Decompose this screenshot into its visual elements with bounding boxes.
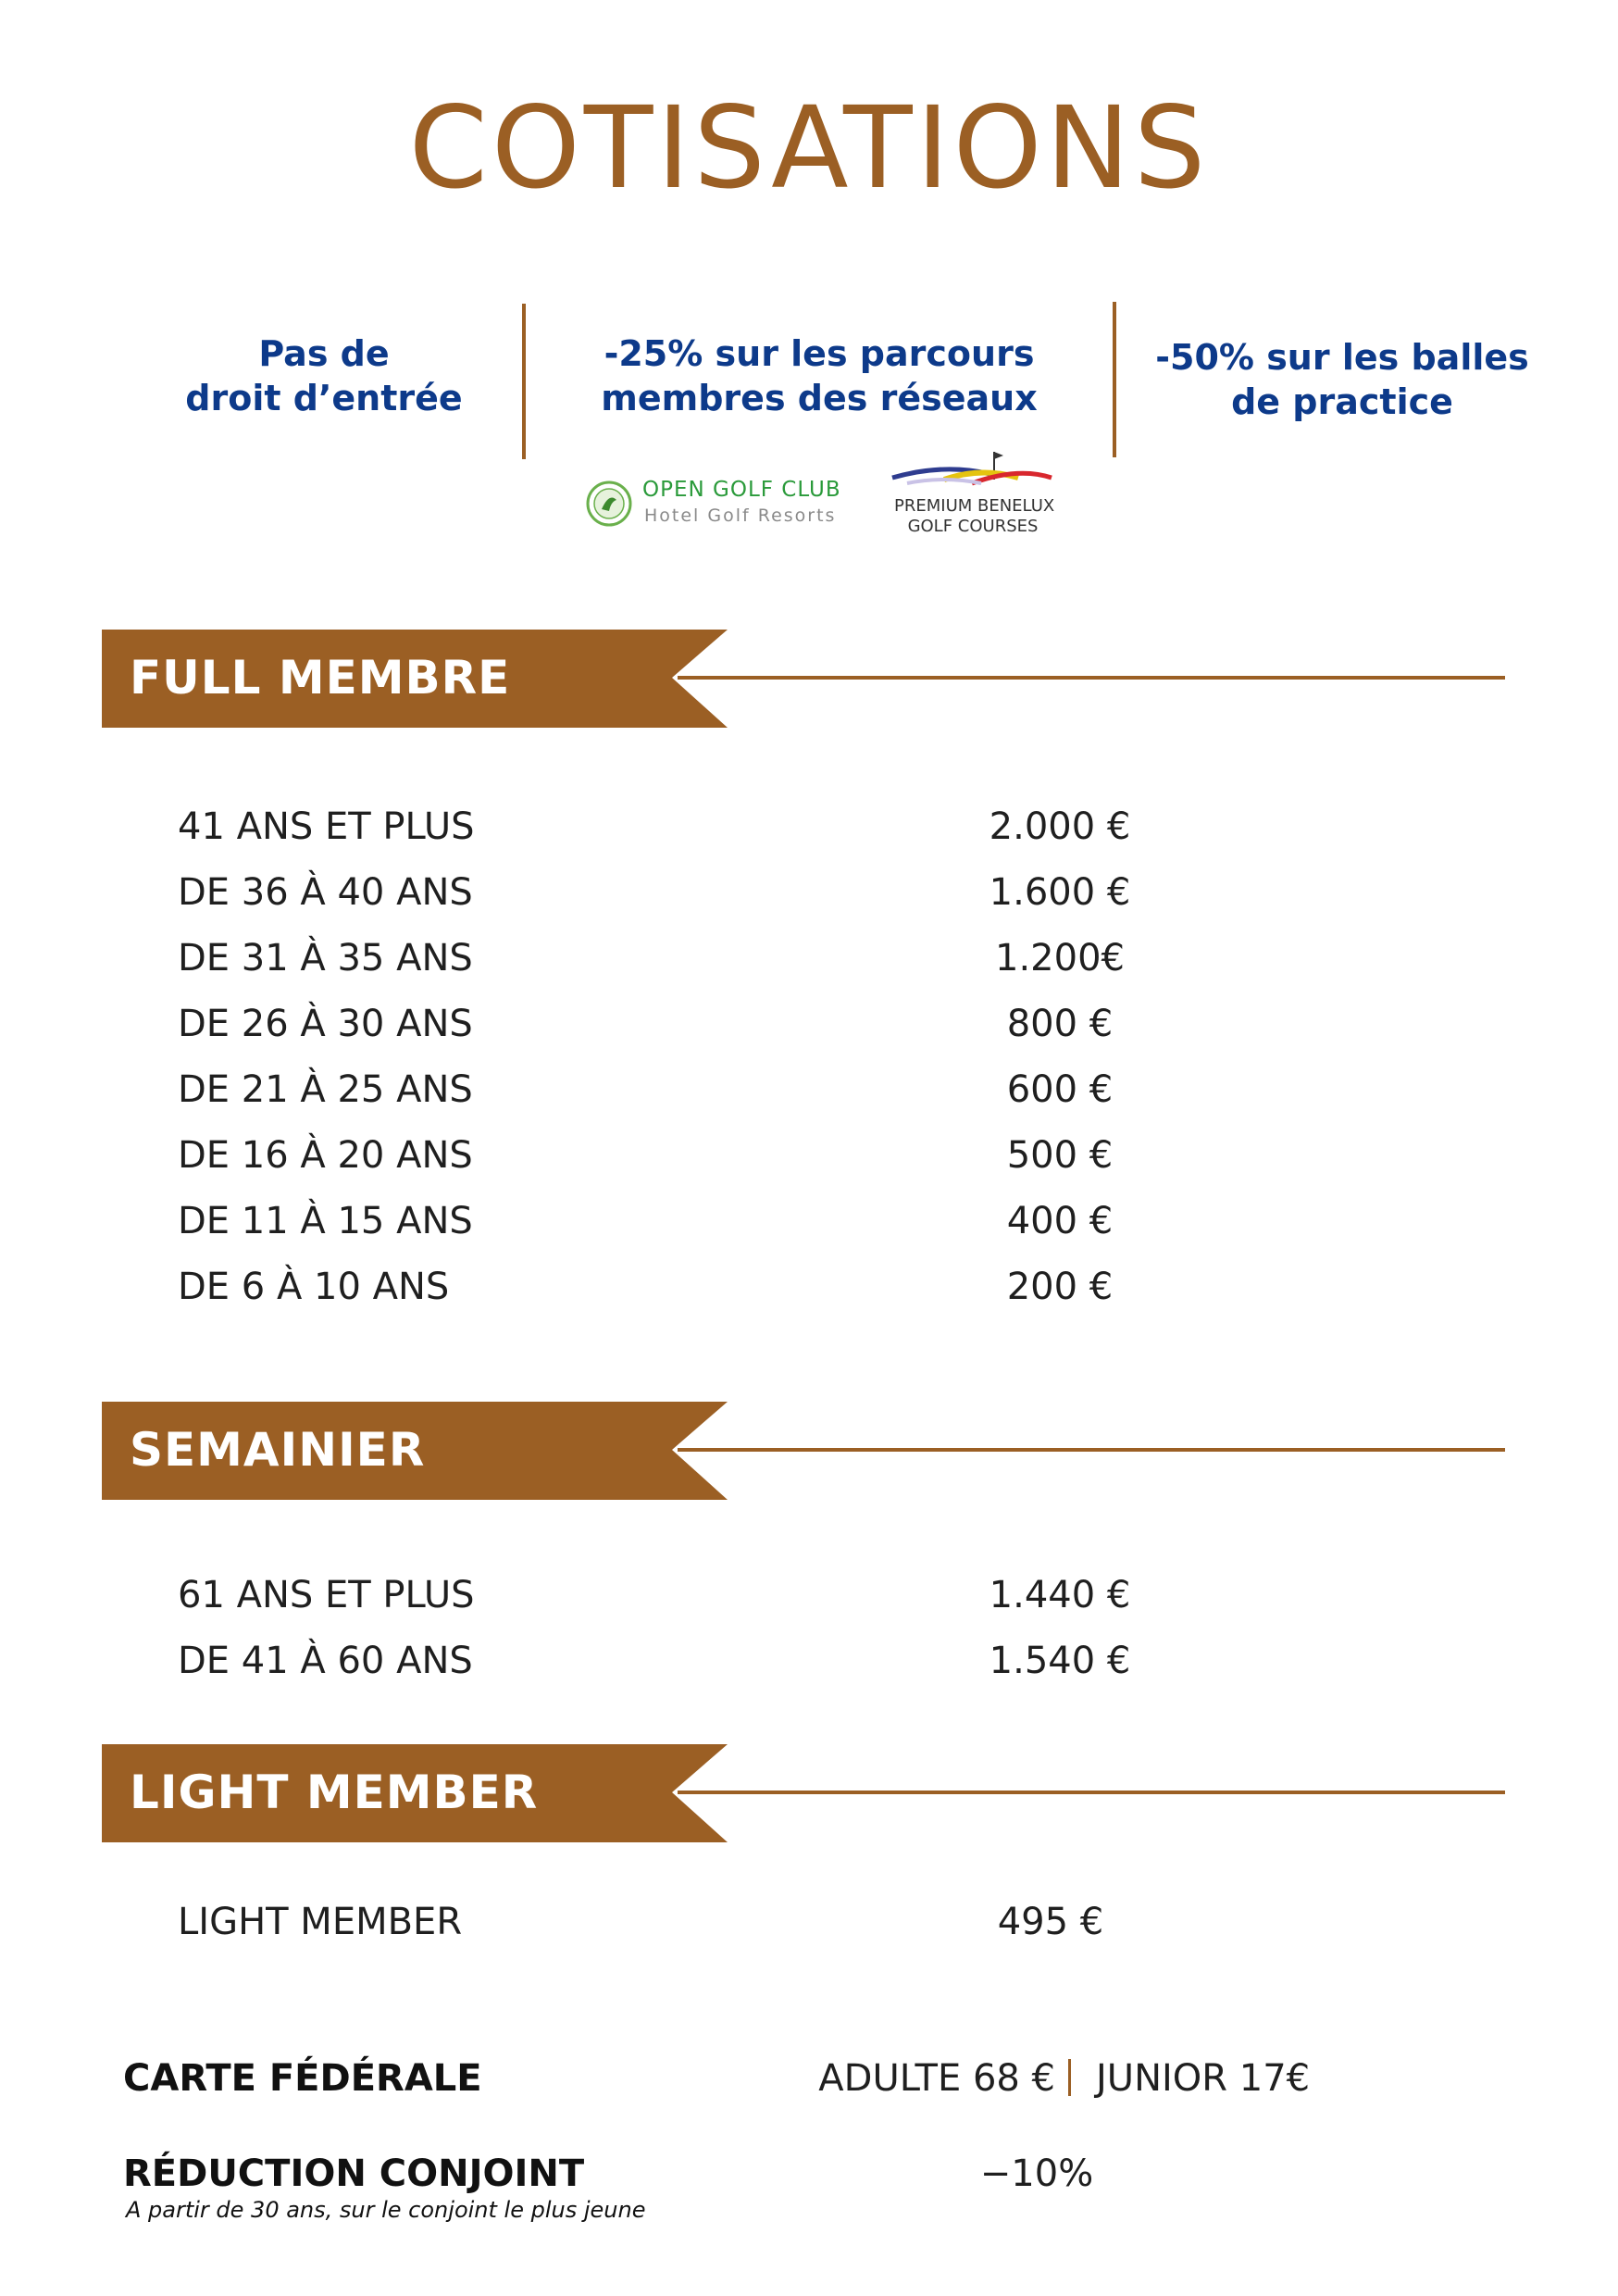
row-label: DE 26 À 30 ANS <box>178 1003 473 1045</box>
logo-title: OPEN GOLF CLUB <box>642 478 841 502</box>
row-label: DE 6 À 10 ANS <box>178 1266 450 1308</box>
row-price: 1.600 € <box>989 871 1131 914</box>
row-label: DE 41 À 60 ANS <box>178 1640 473 1682</box>
benefit-line: de practice <box>1231 381 1453 422</box>
benefit-line: Pas de <box>258 333 390 374</box>
section-title-full-membre: FULL MEMBRE <box>130 651 511 705</box>
divider <box>1068 2059 1071 2096</box>
divider <box>1113 302 1116 457</box>
benefit-line: droit d’entrée <box>185 378 463 418</box>
benefit-no-entry-fee <box>139 331 509 420</box>
row-price: 200 € <box>1006 1266 1114 1308</box>
reduction-note: A partir de 30 ans, sur le conjoint le plus jeune <box>126 2197 646 2223</box>
carte-federale-label: CARTE FÉDÉRALE <box>123 2057 482 2100</box>
row-label: DE 21 À 25 ANS <box>178 1068 473 1111</box>
row-price: 600 € <box>1006 1068 1114 1111</box>
row-label: DE 11 À 15 ANS <box>178 1200 473 1242</box>
row-label: 41 ANS ET PLUS <box>178 805 475 848</box>
flag-swoosh-icon <box>889 446 1055 493</box>
benefit-network-discount <box>546 331 1092 420</box>
row-price: 1.440 € <box>989 1574 1131 1616</box>
row-price: 2.000 € <box>989 805 1131 848</box>
reduction-conjoint-label: RÉDUCTION CONJOINT <box>123 2152 585 2195</box>
row-price: 400 € <box>1006 1200 1114 1242</box>
open-golf-club-logo <box>585 476 841 531</box>
row-label: DE 36 À 40 ANS <box>178 871 473 914</box>
row-label: 61 ANS ET PLUS <box>178 1574 475 1616</box>
row-price: 500 € <box>1006 1134 1114 1177</box>
benefit-line: membres des réseaux <box>601 378 1038 418</box>
logo-title: PREMIUM BENELUX <box>894 496 1055 516</box>
row-label: DE 16 À 20 ANS <box>178 1134 473 1177</box>
section-title-light-member: LIGHT MEMBER <box>130 1766 539 1819</box>
benefit-practice-discount <box>1148 335 1537 424</box>
row-label: DE 31 À 35 ANS <box>178 937 473 980</box>
section-title-semainier: SEMAINIER <box>130 1423 426 1477</box>
benefit-line: -50% sur les balles <box>1155 337 1529 378</box>
logo-subtitle: Hotel Golf Resorts <box>644 505 837 526</box>
logo-subtitle: GOLF COURSES <box>907 517 1039 536</box>
carte-junior-price: JUNIOR 17€ <box>1096 2057 1311 2100</box>
premium-benelux-logo <box>889 446 1092 548</box>
carte-adulte-price: ADULTE 68 € <box>818 2057 1055 2100</box>
row-price: 495 € <box>997 1901 1104 1943</box>
row-price: 1.540 € <box>989 1640 1131 1682</box>
golf-club-emblem-icon <box>585 480 633 528</box>
benefit-line: -25% sur les parcours <box>604 333 1035 374</box>
row-label: LIGHT MEMBER <box>178 1901 463 1943</box>
row-price: 800 € <box>1006 1003 1114 1045</box>
page-title: COTISATIONS <box>408 82 1210 214</box>
reduction-value: −10% <box>979 2152 1094 2195</box>
row-price: 1.200€ <box>995 937 1125 980</box>
divider <box>522 304 526 459</box>
